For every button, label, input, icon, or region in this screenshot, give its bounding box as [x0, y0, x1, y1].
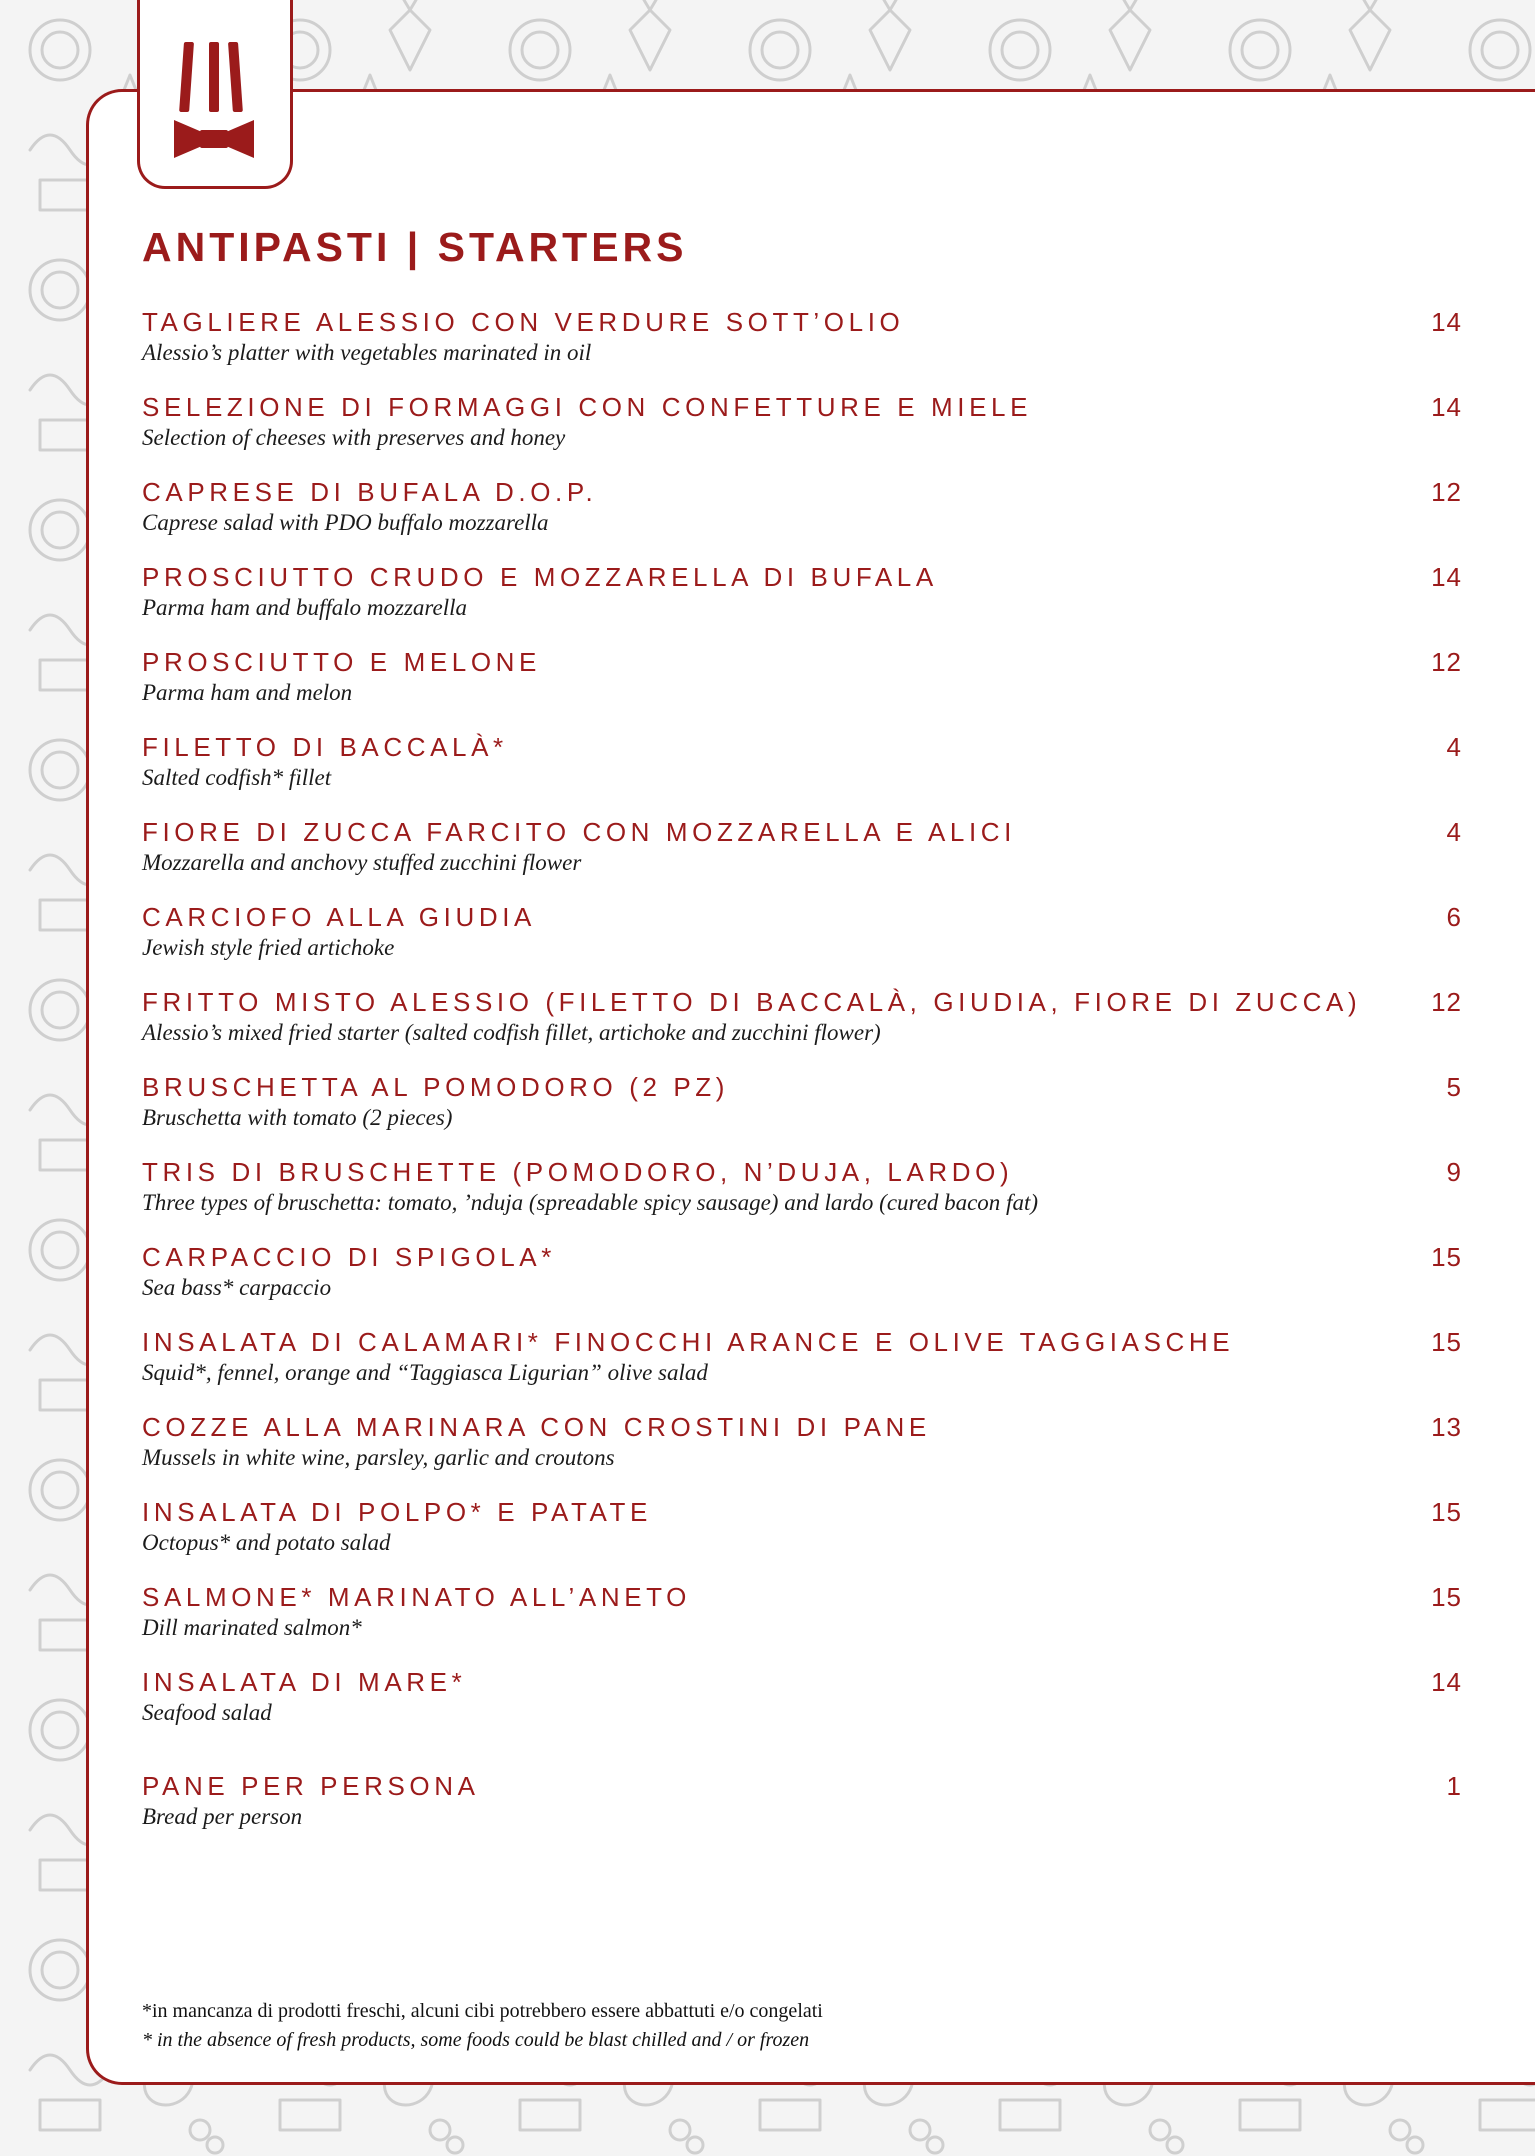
footnote-english: * in the absence of fresh products, some foods could be blast chilled and / or frozen [142, 2029, 810, 2051]
section-title: ANTIPASTI | STARTERS [142, 224, 688, 270]
footnote-italian: *in mancanza di prodotti freschi, alcuni cibi potrebbero essere abbattuti e/o congelati [142, 2000, 823, 2022]
item-name: BRUSCHETTA AL POMODORO (2 PZ) [142, 1072, 730, 1102]
menu-item [142, 475, 1462, 560]
item-description: Three types of bruschetta: tomato, ’nduja (spreadable spicy sausage) and lardo (cured bacon fat) [142, 1190, 1039, 1215]
item-name: INSALATA DI MARE* [142, 1667, 467, 1697]
item-name: FRITTO MISTO ALESSIO (FILETTO DI BACCALÀ, GIUDIA, FIORE DI ZUCCA) [142, 987, 1362, 1017]
item-description: Parma ham and melon [142, 680, 353, 705]
item-description: Bruschetta with tomato (2 pieces) [142, 1105, 453, 1130]
item-name: SELEZIONE DI FORMAGGI CON CONFETTURE E MIELE [142, 392, 1033, 422]
item-description: Squid*, fennel, orange and “Taggiasca Ligurian” olive salad [142, 1360, 708, 1385]
item-name: TRIS DI BRUSCHETTE (POMODORO, N’DUJA, LARDO) [142, 1157, 1014, 1187]
menu-item [142, 390, 1462, 475]
item-name: CAPRESE DI BUFALA D.O.P. [142, 477, 598, 507]
menu-item [142, 1155, 1462, 1240]
item-description: Alessio’s mixed fried starter (salted codfish fillet, artichoke and zucchini flower) [142, 1020, 881, 1045]
item-price: 13 [1431, 1412, 1462, 1442]
item-name: FILETTO DI BACCALÀ* [142, 732, 508, 762]
item-description: Mussels in white wine, parsley, garlic and croutons [142, 1445, 615, 1470]
item-price: 12 [1431, 987, 1462, 1017]
item-description: Caprese salad with PDO buffalo mozzarella [142, 510, 549, 535]
logo-tab [137, 0, 293, 189]
item-description: Selection of cheeses with preserves and honey [142, 425, 566, 450]
menu-item [142, 1495, 1462, 1580]
item-name: SALMONE* MARINATO ALL’ANETO [142, 1582, 691, 1612]
item-price: 14 [1431, 1667, 1462, 1697]
item-price: 4 [1446, 732, 1462, 762]
menu-item [142, 1769, 1462, 1854]
item-name: PANE PER PERSONA [142, 1771, 480, 1801]
item-name: FIORE DI ZUCCA FARCITO CON MOZZARELLA E ALICI [142, 817, 1016, 847]
menu-item [142, 1325, 1462, 1410]
item-description: Jewish style fried artichoke [142, 935, 395, 960]
item-price: 14 [1431, 307, 1462, 337]
item-description: Alessio’s platter with vegetables marinated in oil [142, 340, 592, 365]
item-price: 12 [1431, 647, 1462, 677]
item-description: Octopus* and potato salad [142, 1530, 391, 1555]
menu-item [142, 1665, 1462, 1750]
menu-item [142, 730, 1462, 815]
menu-item [142, 645, 1462, 730]
item-price: 6 [1446, 902, 1462, 932]
item-description: Mozzarella and anchovy stuffed zucchini flower [142, 850, 582, 875]
item-price: 15 [1431, 1497, 1462, 1527]
item-description: Bread per person [142, 1804, 303, 1829]
item-price: 1 [1446, 1771, 1462, 1801]
bow-tie-logo-icon [172, 42, 256, 162]
item-price: 15 [1431, 1327, 1462, 1357]
menu-item [142, 1240, 1462, 1325]
item-name: INSALATA DI POLPO* E PATATE [142, 1497, 652, 1527]
item-name: INSALATA DI CALAMARI* FINOCCHI ARANCE E OLIVE TAGGIASCHE [142, 1327, 1235, 1357]
menu-item [142, 815, 1462, 900]
item-description: Parma ham and buffalo mozzarella [142, 595, 467, 620]
item-price: 5 [1446, 1072, 1462, 1102]
footnotes [142, 1997, 823, 2055]
item-price: 14 [1431, 562, 1462, 592]
item-description: Dill marinated salmon* [142, 1615, 362, 1640]
item-price: 12 [1431, 477, 1462, 507]
item-price: 14 [1431, 392, 1462, 422]
menu-item [142, 1410, 1462, 1495]
item-description: Salted codfish* fillet [142, 765, 332, 790]
menu-item [142, 1580, 1462, 1665]
item-name: PROSCIUTTO E MELONE [142, 647, 541, 677]
menu-item [142, 985, 1462, 1070]
menu-item [142, 1070, 1462, 1155]
item-price: 4 [1446, 817, 1462, 847]
item-name: TAGLIERE ALESSIO CON VERDURE SOTT’OLIO [142, 307, 905, 337]
item-price: 9 [1446, 1157, 1462, 1187]
menu-item [142, 560, 1462, 645]
item-name: PROSCIUTTO CRUDO E MOZZARELLA DI BUFALA [142, 562, 938, 592]
item-name: CARCIOFO ALLA GIUDIA [142, 902, 536, 932]
item-description: Sea bass* carpaccio [142, 1275, 332, 1300]
item-price: 15 [1431, 1242, 1462, 1272]
item-description: Seafood salad [142, 1700, 272, 1725]
menu-item [142, 305, 1462, 390]
item-price: 15 [1431, 1582, 1462, 1612]
item-name: COZZE ALLA MARINARA CON CROSTINI DI PANE [142, 1412, 931, 1442]
menu-item [142, 900, 1462, 985]
menu-list [142, 305, 1462, 1854]
item-name: CARPACCIO DI SPIGOLA* [142, 1242, 556, 1272]
